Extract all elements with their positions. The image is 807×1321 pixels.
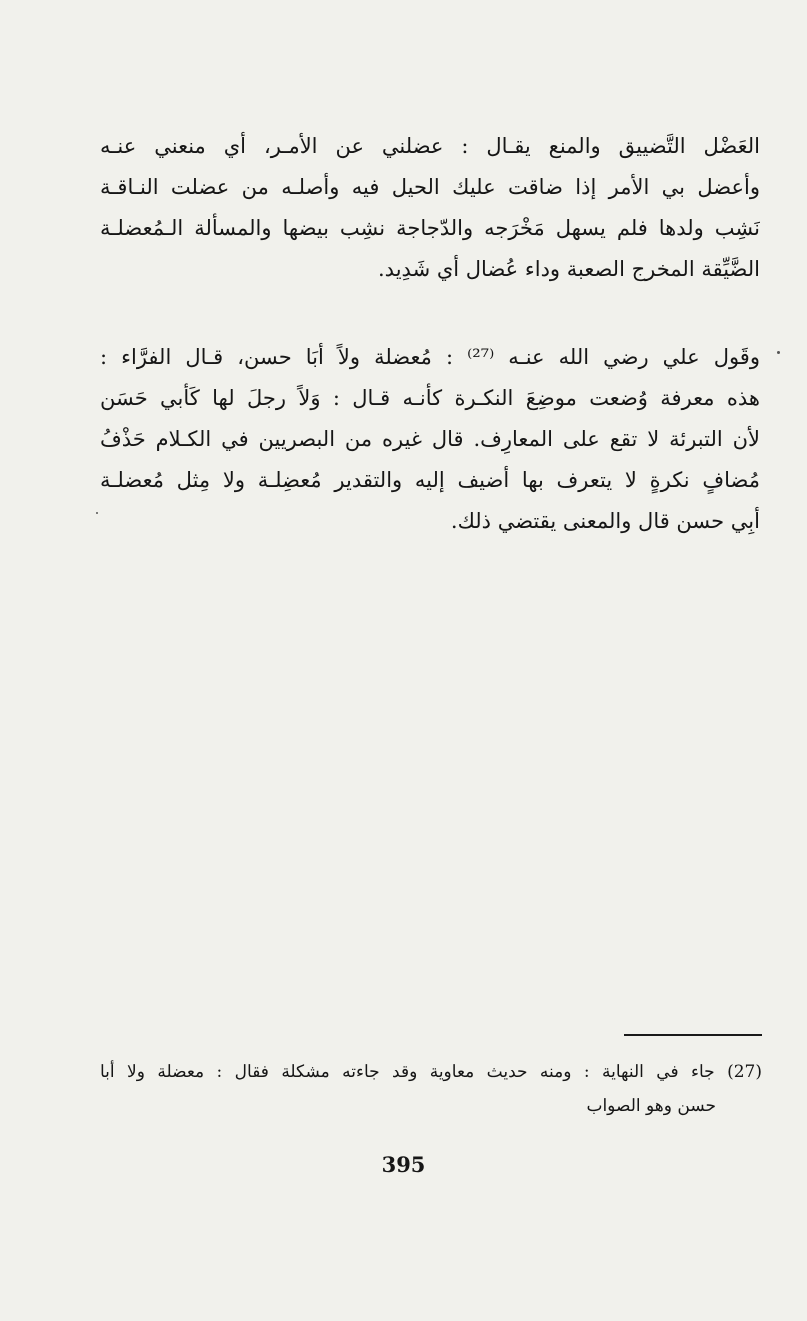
text-line: وأعضل بي الأمر إذا ضاقت عليك الحيل فيه وأصلـه من عضلت النـاقـة <box>100 175 760 199</box>
text-line: لأن التبرئة لا تقع على المعارِف. قال غيره من البصريين في الكـلام حَذْفُ <box>100 427 760 451</box>
text-line: مُضافٍ نكرةٍ لا يتعرف بها أضيف إليه والتقدير مُعضِلـة ولا مِثل مُعضلـة <box>100 468 760 492</box>
text-line: نَشِب ولدها فلم يسهل مَخْرَجه والدّجاجة نشِب بيضها والمسألة الـمُعضلـة <box>100 216 760 240</box>
footnote-line: حسن وهو الصواب <box>586 1096 716 1116</box>
paragraph-2 <box>100 337 760 542</box>
text-line: العَضْل التَّضييق والمنع يقـال : عضلني عن الأمـر، أي منعني عنـه <box>100 134 760 158</box>
footnote-separator <box>624 1034 762 1036</box>
paragraph-1 <box>100 126 760 290</box>
text-line: هذه معرفة وُضعت موضِعَ النكـرة كأنـه قـال : وَلاً رجلَ لها كَأبي حَسَن <box>100 386 760 410</box>
footnote-line: (27) جاء في النهاية : ومنه حديث معاوية وقد جاءته مشكلة فقال : معضلة ولا أبا <box>100 1062 762 1082</box>
scan-speck <box>96 512 98 514</box>
scan-speck <box>777 351 780 354</box>
text-line: وقَول علي رضي الله عنـه ⁽²⁷⁾ : مُعضلة ولاً أبَا حسن، قـال الفرَّاء : <box>100 345 760 369</box>
page-number: 395 <box>381 1152 426 1177</box>
text-line: الضَّيِّقة المخرج الصعبة وداء عُضال أي شَدِيد. <box>378 257 760 281</box>
footnote <box>100 1055 762 1123</box>
text-line: أبِي حسن قال والمعنى يقتضي ذلك. <box>450 509 760 533</box>
